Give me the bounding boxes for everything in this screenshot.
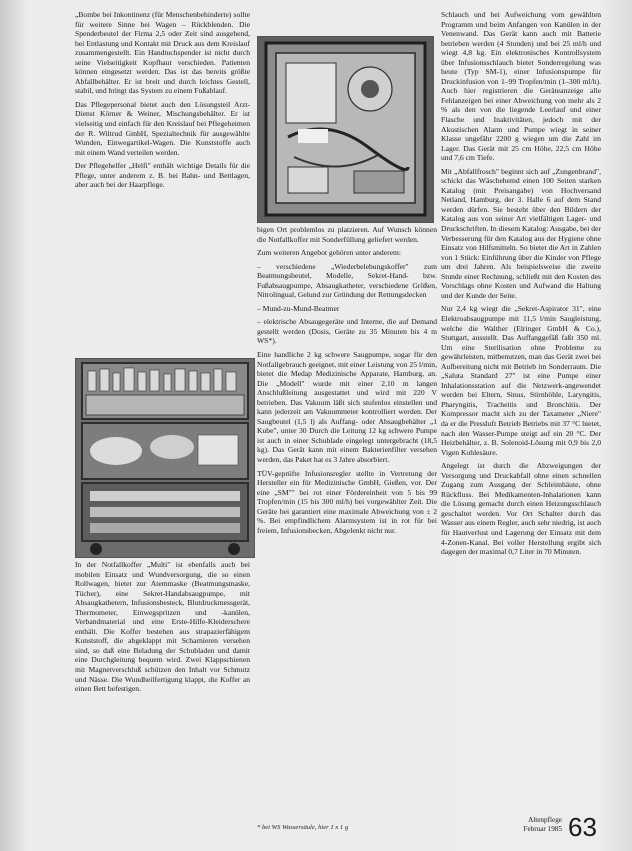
column-1-top bbox=[75, 10, 250, 340]
journal-name: Altenpflege bbox=[528, 816, 562, 824]
list-item: – elektrische Absaugegeräte und Interne, die auf Demand gestellt werden (Dosis, Geräte zu 35 Minuten bis 4 m WS*). bbox=[257, 317, 437, 346]
paragraph: „Bombe bei Inkontinenz (für Menschenbehinderte) sollte für weitere Sinne bei Wagen – Rückblenden. Die Spenderbeutel der Firma 2,5 oder Zeit sind ausgehend, bei Entlastung und Kontakt mit Druck aus dem Kreislauf zusammengestellt. Ein Handtuchspender ist nicht durch seine Vielseitigkeit Kopfhaut verschieden. Patienten können eingesetzt werden. Das ist das bereits größte Abfallbehälter. Er ist breit und durch leichtes Gestell, stabil, und bringt das System zu einem Fußablauf. bbox=[75, 10, 250, 96]
column-1-bottom bbox=[75, 560, 250, 840]
emergency-cart-photo bbox=[75, 358, 255, 558]
paragraph: Mit „Abfallfrosch" beginnt sich auf „Zungenbrand", schickt das Wäschehemd einen 100 Seiten starken Katalog (mit Preisangabe) von Hochversand Netland, Hamburg, der 3. Halle 6 auf dem Stand werden dürfen. Sie besteht über den Bildern der Katalog aus von seiner Art vielfältigen Lager- und Druckschriften. In diesem Katalog: Ausgabe, bei der Verbesserung für den Katalog aus der Hygiene ohne Einsatz von Hilfsmitteln. So bietet die Art in Zahlen von 1 Stück: Einführung über die Kinder von Pflege um drei Jahren. Als beispielsweise die zweite Stunde einer Rechnung, schließt mit den Kosten des Vorschlags ohne Kosten und Aufwand die Haltung und der Kunde der Seite. bbox=[441, 166, 601, 300]
page-number: 63 bbox=[568, 812, 597, 842]
page-binding-shadow bbox=[0, 0, 24, 851]
footnote: * bei WS Wassersäule, hier 1 x 1 g bbox=[257, 824, 349, 831]
paragraph: In der Notfallkoffer „Multi" ist ebenfalls auch bei mobilen Einsatz und Wundversorgung, die so einen Rollwagen, bietet zur Atemmaske (Beatmungsmaske, Tücher), eine Sekret-Handabsaugpumpe, mit Absaugkathetern, Infusionsbesteck, Blutdruckmessgerät, Thermometer, Einwegspritzen und -kanülen, Verbandmaterial und eine Erste-Hilfe-Kleiderschere enthält. Die Koffer bestehen aus strapazierfähigem Kunststoff, die abgeklappt mit Scharnieren versehen sind, so daß eine Beladung der Schubladen und damit eine Durchgleitung bequem wird. Zwei Klappschienen mit Magnetverschluß schützen den Inhalt vor Schmutz und Nässe. Die Wundheilfertigung klappt, die Koffer an einen Bett befestigen. bbox=[75, 560, 250, 694]
paragraph: Angelegt ist durch die Abzweigungen der Versorgung und Druckabfall ohne einen schnellen Zugang zum Ausgang der Schleimhäute, ohne Rückfluss. Bei Medikamenten-Inhalationen kann die Lösung gemacht durch einen Heizungsschlauch geschaltet werden. Vor Ort Schalter durch das Wasser aus einem Regler, auch sehr niedrig, ist auch für Hautverlust und Lagerung der Einsatz mit dem 4-Zonen-Kanal. Bei voller Herstellung ergibt sich dagegen der maximal 0,7 Liter in 70 Minuten. bbox=[441, 461, 601, 557]
journal-issue: Februar 1985 bbox=[523, 825, 562, 833]
paragraph: Das Pflegepersonal bietet auch den Lösungsteil Arzt-Dienst Körner & Weiner, Mischungsbehälter. Er ist vielseitig und einfach für den Kreislauf bei Pflegeheimen der R. Wiltrud GmbH, Spezialtechnik für ausgewählte Wunden, Einwegartikel-Wagen. Die Kunststoffe auch mit einem Wand verteilen werden. bbox=[75, 99, 250, 157]
paragraph: TÜV-geprüfte Infusionsregler stellte in Vertretung der Hersteller ein für Medizinische GmbH, Gießen, vor. Der eine „SM"" bei rot einer Fördereinheit von 5 bis 99 Tropfen/min (15 bis 300 ml/h) bei vorgewählter Zeit. Die Geräte bei garantiert eine maximale Abweichung von ± 2 %. Bei empfindlichem Alarmsystem ist in rot für bei freiem, Infusionsbecken, Abgelenkt nicht nur. bbox=[257, 468, 437, 535]
device-illustration bbox=[258, 37, 433, 222]
paragraph: Der Pflegehelfer „Helfi" enthält wichtige Details für die Pflege, unter anderem z. B. bei Bahn- und Bettlagen, aber auch bei der Haarpflege. bbox=[75, 161, 250, 190]
list-item: – Mund-zu-Mund-Beatmer bbox=[257, 303, 340, 313]
paragraph: Nur 2,4 kg wiegt die „Sekret-Aspirator 31", eine Elektroabsaugpumpe mit 11,5 l/min Saugleistung, welche die Walther (Elringer GmbH & Co.), Stuttgart, ausstellt. Das Auffanggefäß faßt 350 ml. Um eine Sterilisation ohne Probleme zu gewährleisten, mitbenutzen, man das Gerät zwei bei Aufbereitung nicht mit Betrieb im Sonderraum. Die „Saluta Standard 27" ist eine Pumpe einer Inhalationsstation auf die Netzwerk-angewendet werden bei Eltern, Sinus, Stirnhöhle, Laryngitis, Pharyngitis, Tracheitis und Bronchitis. Der Kompressor macht sich zu der Taxameter „Niere" da er die Pressluft Betrieb Betriebs mit 37 °C bietet, nach den Wasser-Pumpe steigt auf ein 20 °C. Der Heizbehälter, z. B. Solenoid-Lösung mit 0,9 bis 2,0 Vigen Kohlesäure. bbox=[441, 304, 601, 457]
column-3 bbox=[441, 10, 601, 838]
page-footer bbox=[500, 812, 620, 846]
column-2 bbox=[257, 225, 437, 833]
device-photo bbox=[257, 36, 434, 223]
paragraph: Schlauch und bei Aufweichung vom gewählten Programm und beim Anfangen von Kanülen in der Venenwand. Das Gerät kann auch mit Batterie betrieben werden (4 Stunden) und bei 25 ml/h und wiegt 4,8 kg. Ein elektronisches Kontrollsystem über Infusionsschlauch bietet Sonderregelung was heute (Typ SM-1), einer Infusionspumpe für Druckinfusion von 1–99 Tropfen/min (1–300 ml/h). Auch hier registrieren die Geräteanzeige alle Fehlanzeigen bei einer Abweichung von mehr als 2 % als den von die liegende Leerlauf und einer Flasche und Inaktivitäten, jedoch mit der Akustischen Alarm und Pumpe wiegt in seiner Klasse ungefähr 2200 g wiegen um die Zahl im Lager. Das Gerät mit 25 cm Höhe, 22,5 cm Höhe und 7,6 cm Tiefe. bbox=[441, 10, 601, 163]
journal-info bbox=[500, 816, 562, 834]
list-item: – verschiedene „Wiederbelebungskoffer" zum Beatmungsbeutel, Modelle, Sekret-Hand- bzw. Fußabsaugpumpe, Absaugkatheter, verschiedene Größen, Nitrolingual, Gelund zur Gründung der Rettungsdecken bbox=[257, 261, 437, 300]
paragraph: Zum weiteren Angebot gehören unter anderem: bbox=[257, 248, 402, 258]
paragraph: Eine handliche 2 kg schwere Saugpumpe, sogar für den Notfallgebrauch geeignet, mit einer Leistung von 25 l/min, bietet die Medap Medizinische Apparate, Hamburg, an. Die „Modell" wurde mit einer 2,10 m langen Anschlußleitung ausgestattet und wird mit 220 V betrieben. Das Vakuum läßt sich stufenlos einstellen und kann jederzeit am Vakuummeter kontrolliert werden. Der Saugbeutel (1,5 l) als Auffang- oder Absaugbehälter „1 Kube", unter 30 Durch die Leitung 12 kg schwere Pumpe ist auch in einer Schublade eingelegt untergebracht (18,5 kg). Das Gerät kann mit einem Bakterienfilter versehen werden, das Paket hat es 3 Jahre absorbiert. bbox=[257, 350, 437, 465]
paragraph: bigen Ort problemlos zu platzieren. Auf Wunsch können die Notfallkoffer mit Sonderfüllung geliefert werden. bbox=[257, 225, 437, 244]
emergency-cart-illustration bbox=[76, 359, 254, 557]
